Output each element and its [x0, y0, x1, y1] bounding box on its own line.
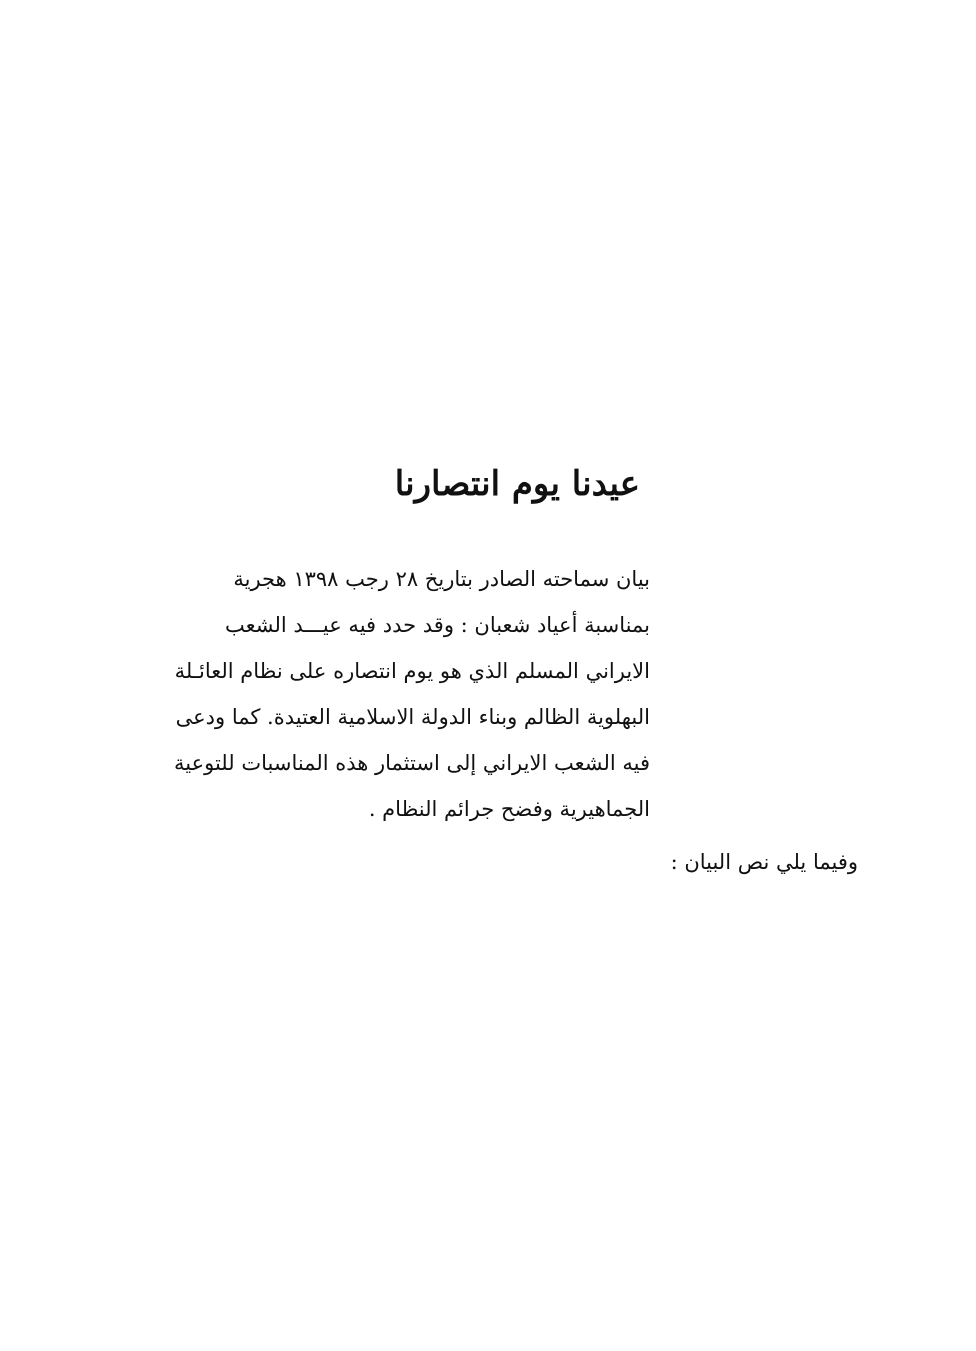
- body-line-5: فيه الشعب الايراني إلى استثمار هذه المناسبات للتوعية: [174, 751, 650, 775]
- body-line-6: الجماهيرية وفضح جرائم النظام .: [368, 797, 650, 821]
- body-paragraph: [120, 556, 650, 832]
- body-line-2: بمناسبة أعياد شعبان : وقد حدد فيه عيـــد الشعب: [225, 613, 650, 637]
- body-line-4: البهلوية الظالم وبناء الدولة الاسلامية العتيدة. كما ودعى: [175, 705, 650, 729]
- body-line-3: الايراني المسلم الذي هو يوم انتصاره على نظام العائـلة: [174, 659, 650, 683]
- document-title: عيدنا يوم انتصارنا: [394, 464, 640, 504]
- statement-intro-line: وفيما يلي نص البيان :: [670, 850, 858, 874]
- body-line-1: بيان سماحته الصادر بتاريخ ٢٨ رجب ١٣٩٨ هجرية: [233, 567, 650, 591]
